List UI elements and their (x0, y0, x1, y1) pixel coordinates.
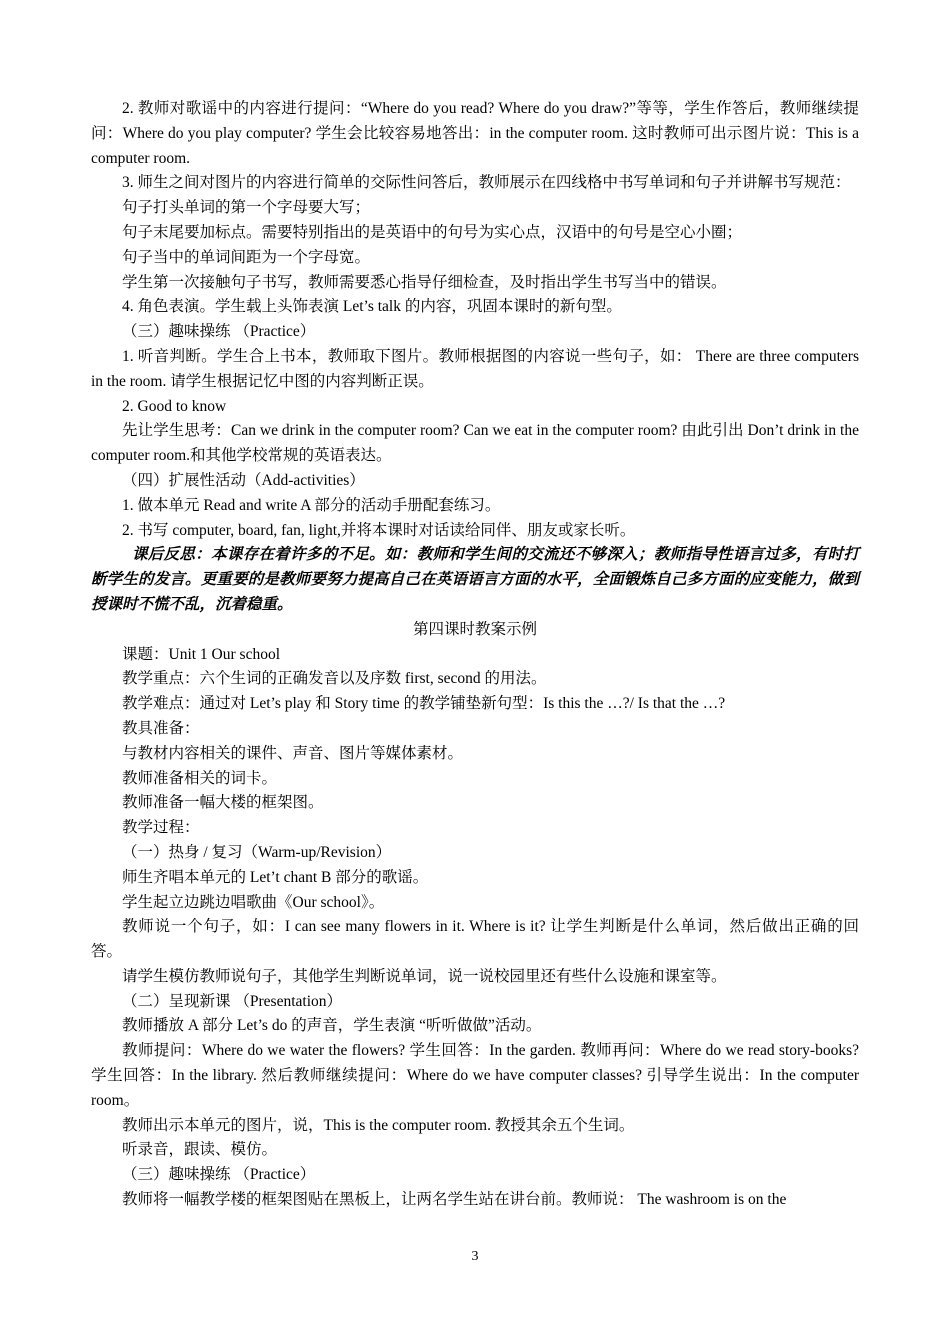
paragraph: 2. Good to know (122, 397, 227, 415)
paragraph: 先让学生思考：Can we drink in the computer room? Can we eat in the computer room? 由此引出 Don’t drink in the computer room.和其他学校常规的英语表达。 (91, 422, 859, 465)
paragraph: 教师说一个句子，如：I can see many flowers in it. Where is it? 让学生判断是什么单词，然后做出正确的回答。 (91, 918, 859, 961)
lesson-title: 第四课时教案示例 (412, 620, 537, 638)
paragraph: 4. 角色表演。学生载上头饰表演 Let’s talk 的内容，巩固本课时的新句型。 (122, 298, 622, 316)
section-heading: （二）呈现新课 （Presentation） (122, 992, 342, 1010)
section-heading: （一）热身 / 复习（Warm-up/Revision） (122, 843, 392, 861)
paragraph: 教师出示本单元的图片，说，This is the computer room. 教授其余五个生词。 (122, 1116, 635, 1134)
paragraph: 师生齐唱本单元的 Let’t chant B 部分的歌谣。 (122, 868, 429, 886)
paragraph: 句子末尾要加标点。需要特别指出的是英语中的句号为实心点，汉语中的句号是空心小圈； (122, 223, 743, 241)
document-body (91, 97, 859, 1213)
paragraph: 与教材内容相关的课件、声音、图片等媒体素材。 (122, 744, 464, 762)
paragraph: 教具准备： (122, 719, 200, 737)
section-heading: （三）趣味操练 （Practice） (122, 323, 316, 341)
paragraph: 1. 听音判断。学生合上书本，教师取下图片。教师根据图的内容说一些句子，如： There are three computers in the room. 请学生根据记忆中图的内容判断正误。 (91, 347, 859, 390)
paragraph: 请学生模仿教师说句子，其他学生判断说单词，说一说校园里还有些什么设施和课室等。 (122, 967, 727, 985)
paragraph: 教学难点：通过对 Let’s play 和 Story time 的教学铺垫新句型：Is this the …?/ Is that the …? (122, 695, 726, 713)
paragraph: 教学重点：六个生词的正确发音以及序数 first, second 的用法。 (122, 670, 547, 688)
paragraph: 2. 教师对歌谣中的内容进行提问：“Where do you read? Where do you draw?”等等，学生作答后，教师继续提问：Where do you play computer? 学生会比较容易地答出：in the computer room. 这时教师可出示图片说：This is a computer room. (91, 100, 859, 167)
paragraph: 1. 做本单元 Read and write A 部分的活动手册配套练习。 (122, 496, 501, 514)
paragraph: 2. 书写 computer, board, fan, light,并将本课时对话读给同伴、朋友或家长听。 (122, 521, 636, 539)
paragraph: 学生起立边跳边唱歌曲《Our school》。 (122, 893, 385, 911)
section-heading: （四）扩展性活动（Add-activities） (122, 471, 365, 489)
paragraph: 听录音，跟读、模仿。 (122, 1141, 278, 1159)
section-heading: （三）趣味操练 （Practice） (122, 1166, 316, 1184)
paragraph: 3. 师生之间对图片的内容进行简单的交际性问答后，教师展示在四线格中书写单词和句子并讲解书写规范： (122, 174, 851, 192)
paragraph: 教师提问：Where do we water the flowers? 学生回答：In the garden. 教师再问：Where do we read story-books? 学生回答：In the library. 然后教师继续提问：Where do we have computer classes? 引导学生说出：In the computer room。 (91, 1042, 859, 1109)
paragraph: 句子当中的单词间距为一个字母宽。 (122, 248, 371, 266)
paragraph: 教学过程： (122, 819, 200, 837)
paragraph: 教师将一幅教学楼的框架图贴在黑板上，让两名学生站在讲台前。教师说： The washroom is on the (122, 1191, 787, 1209)
paragraph: 教师准备一幅大楼的框架图。 (122, 794, 324, 812)
paragraph: 教师准备相关的词卡。 (122, 769, 278, 787)
paragraph: 学生第一次接触句子书写，教师需要悉心指导仔细检查，及时指出学生书写当中的错误。 (122, 273, 727, 291)
paragraph: 句子打头单词的第一个字母要大写； (122, 199, 371, 217)
page-number: 3 (471, 1249, 479, 1264)
paragraph: 课题：Unit 1 Our school (122, 645, 281, 663)
paragraph: 教师播放 A 部分 Let’s do 的声音，学生表演 “听听做做”活动。 (122, 1017, 542, 1035)
reflection-paragraph: 课后反思：本课存在着许多的不足。如：教师和学生间的交流还不够深入；教师指导性语言过多，有时打断学生的发言。更重要的是教师要努力提高自己在英语语言方面的水平，全面锻炼自己多方面的应变能力，做到授课时不慌不乱，沉着稳重。 (91, 546, 859, 613)
